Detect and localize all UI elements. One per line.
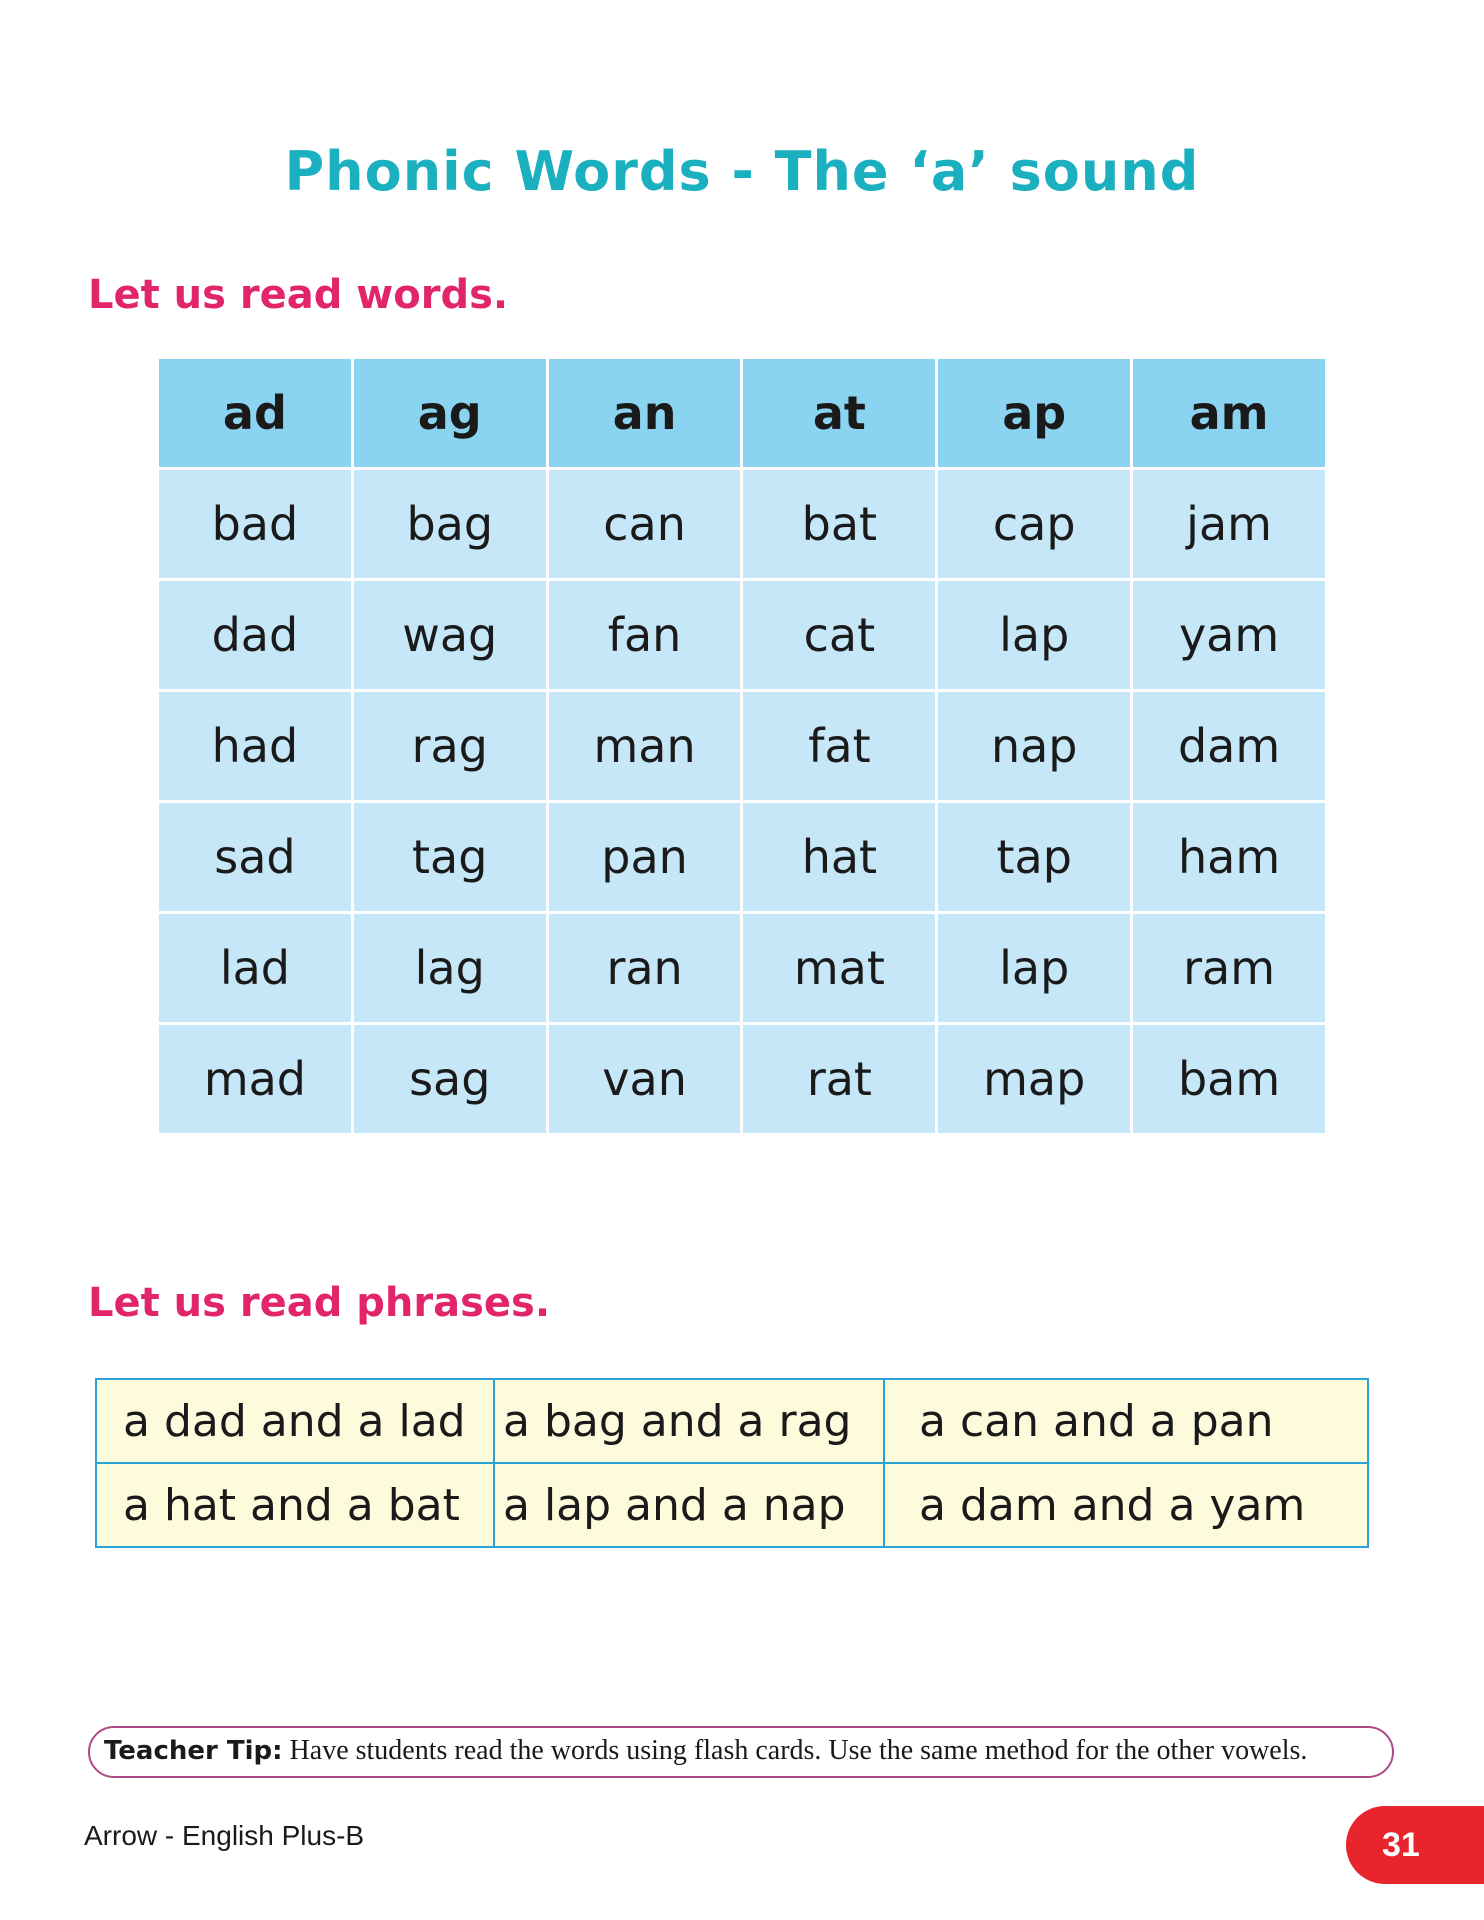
word-cell: lap	[937, 913, 1132, 1024]
phrases-section-heading: Let us read phrases.	[88, 1280, 551, 1326]
table-row	[158, 1024, 1327, 1135]
word-cell: map	[937, 1024, 1132, 1135]
word-cell: tag	[352, 802, 547, 913]
word-cell: nap	[937, 691, 1132, 802]
column-header: an	[547, 358, 742, 469]
table-row	[158, 580, 1327, 691]
word-cell: lad	[158, 913, 353, 1024]
phrase-cell: a can and a pan	[884, 1379, 1368, 1463]
words-section-heading: Let us read words.	[88, 272, 509, 318]
phrase-cell: a hat and a bat	[96, 1463, 494, 1547]
word-cell: tap	[937, 802, 1132, 913]
word-cell: bad	[158, 469, 353, 580]
word-cell: mat	[742, 913, 937, 1024]
word-cell: sad	[158, 802, 353, 913]
word-cell: dad	[158, 580, 353, 691]
column-header: at	[742, 358, 937, 469]
teacher-tip-box	[88, 1726, 1394, 1778]
words-table	[156, 356, 1328, 1136]
page-title: Phonic Words - The ‘a’ sound	[284, 140, 1200, 203]
word-cell: wag	[352, 580, 547, 691]
word-cell: cat	[742, 580, 937, 691]
word-cell: rat	[742, 1024, 937, 1135]
table-row	[158, 691, 1327, 802]
word-cell: bam	[1132, 1024, 1327, 1135]
table-row	[158, 802, 1327, 913]
column-header: ag	[352, 358, 547, 469]
word-cell: pan	[547, 802, 742, 913]
phrases-table	[95, 1378, 1369, 1548]
word-cell: fan	[547, 580, 742, 691]
word-cell: lag	[352, 913, 547, 1024]
book-title: Arrow - English Plus-B	[84, 1820, 365, 1851]
word-cell: dam	[1132, 691, 1327, 802]
words-table-header-row	[158, 358, 1327, 469]
word-cell: can	[547, 469, 742, 580]
word-cell: bag	[352, 469, 547, 580]
table-row	[158, 469, 1327, 580]
word-cell: had	[158, 691, 353, 802]
word-cell: ham	[1132, 802, 1327, 913]
column-header: ap	[937, 358, 1132, 469]
column-header: ad	[158, 358, 353, 469]
word-cell: ran	[547, 913, 742, 1024]
phrase-cell: a dam and a yam	[884, 1463, 1368, 1547]
word-cell: rag	[352, 691, 547, 802]
phrase-cell: a lap and a nap	[494, 1463, 884, 1547]
table-row	[96, 1463, 1368, 1547]
column-header: am	[1132, 358, 1327, 469]
teacher-tip-label: Teacher Tip:	[104, 1736, 283, 1766]
word-cell: hat	[742, 802, 937, 913]
word-cell: sag	[352, 1024, 547, 1135]
word-cell: bat	[742, 469, 937, 580]
table-row	[158, 913, 1327, 1024]
word-cell: fat	[742, 691, 937, 802]
word-cell: van	[547, 1024, 742, 1135]
table-row	[96, 1379, 1368, 1463]
word-cell: ram	[1132, 913, 1327, 1024]
word-cell: man	[547, 691, 742, 802]
phrase-cell: a bag and a rag	[494, 1379, 884, 1463]
word-cell: mad	[158, 1024, 353, 1135]
teacher-tip-text: Have students read the words using flash cards. Use the same method for the other vowels.	[282, 1735, 1308, 1766]
word-cell: yam	[1132, 580, 1327, 691]
phrase-cell: a dad and a lad	[96, 1379, 494, 1463]
word-cell: lap	[937, 580, 1132, 691]
page-number-badge: 31	[1346, 1806, 1484, 1884]
word-cell: jam	[1132, 469, 1327, 580]
word-cell: cap	[937, 469, 1132, 580]
